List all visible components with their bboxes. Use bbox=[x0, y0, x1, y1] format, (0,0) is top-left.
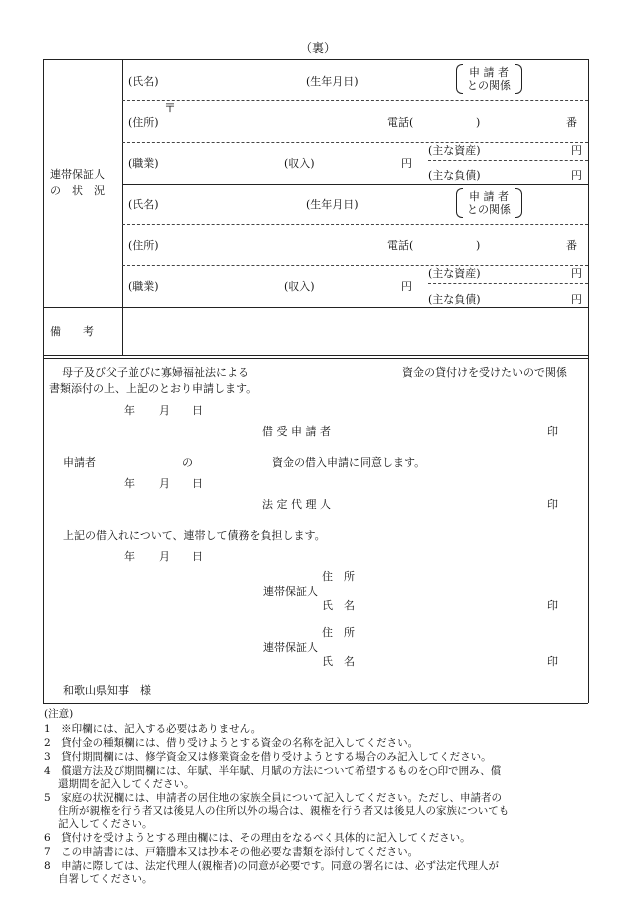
postal-mark: 〒 bbox=[164, 101, 177, 115]
seal-mark: 印 bbox=[547, 599, 558, 612]
date-month: 月 bbox=[159, 477, 170, 490]
debts-unit: 円 bbox=[571, 169, 582, 182]
name-label: 氏 名 bbox=[322, 655, 355, 668]
date-month: 月 bbox=[159, 550, 170, 563]
address-label: 住 所 bbox=[322, 570, 355, 583]
debts-unit: 円 bbox=[571, 293, 582, 306]
assets-unit: 円 bbox=[571, 267, 582, 280]
phone-suffix: 番 bbox=[566, 239, 577, 252]
job-label: (職業) bbox=[128, 157, 159, 170]
guarantor-section-label: 連帯保証人 bbox=[50, 168, 105, 181]
phone-suffix: 番 bbox=[566, 116, 577, 129]
name-label: 氏 名 bbox=[322, 599, 355, 612]
debts-label: (主な負債) bbox=[428, 169, 481, 182]
addressee: 和歌山県知事 様 bbox=[63, 684, 151, 697]
legal-rep-label: 法 定 代 理 人 bbox=[262, 498, 331, 511]
date-year: 年 bbox=[124, 404, 135, 417]
relation-box: 申 請 者 との関係 bbox=[456, 64, 522, 94]
date-year: 年 bbox=[124, 477, 135, 490]
assets-unit: 円 bbox=[571, 144, 582, 157]
birth-label: (生年月日) bbox=[306, 75, 359, 88]
debts-label: (主な負債) bbox=[428, 293, 481, 306]
address-label: 住 所 bbox=[322, 626, 355, 639]
phone-close: ) bbox=[476, 239, 481, 252]
notes-heading: (注意) bbox=[44, 708, 74, 720]
relation-box: 申 請 者 との関係 bbox=[456, 188, 522, 218]
assets-label: (主な資産) bbox=[428, 267, 481, 280]
seal-mark: 印 bbox=[547, 425, 558, 438]
date-month: 月 bbox=[159, 404, 170, 417]
guarantor-block-label: 連帯保証人 bbox=[263, 585, 318, 598]
guarantor-section-label-2: の 状 況 bbox=[50, 184, 105, 197]
income-unit: 円 bbox=[401, 157, 412, 170]
income-unit: 円 bbox=[401, 280, 412, 293]
page-side-label: （裏） bbox=[300, 41, 337, 55]
income-label: (収入) bbox=[284, 157, 315, 170]
name-label: (氏名) bbox=[128, 198, 159, 211]
assets-label: (主な資産) bbox=[428, 144, 481, 157]
phone-label: 電話( bbox=[387, 116, 414, 129]
name-label: (氏名) bbox=[128, 75, 159, 88]
remarks-label: 備 考 bbox=[50, 325, 94, 338]
job-label: (職業) bbox=[128, 280, 159, 293]
phone-label: 電話( bbox=[387, 239, 414, 252]
date-day: 日 bbox=[192, 404, 203, 417]
birth-label: (生年月日) bbox=[306, 198, 359, 211]
income-label: (収入) bbox=[284, 280, 315, 293]
date-day: 日 bbox=[192, 550, 203, 563]
phone-close: ) bbox=[476, 116, 481, 129]
date-year: 年 bbox=[124, 550, 135, 563]
guarantor-block-label: 連帯保証人 bbox=[263, 641, 318, 654]
address-label: (住所) bbox=[128, 116, 159, 129]
seal-mark: 印 bbox=[547, 655, 558, 668]
address-label: (住所) bbox=[128, 239, 159, 252]
date-day: 日 bbox=[192, 477, 203, 490]
borrower-label: 借 受 申 請 者 bbox=[262, 425, 331, 438]
seal-mark: 印 bbox=[547, 498, 558, 511]
